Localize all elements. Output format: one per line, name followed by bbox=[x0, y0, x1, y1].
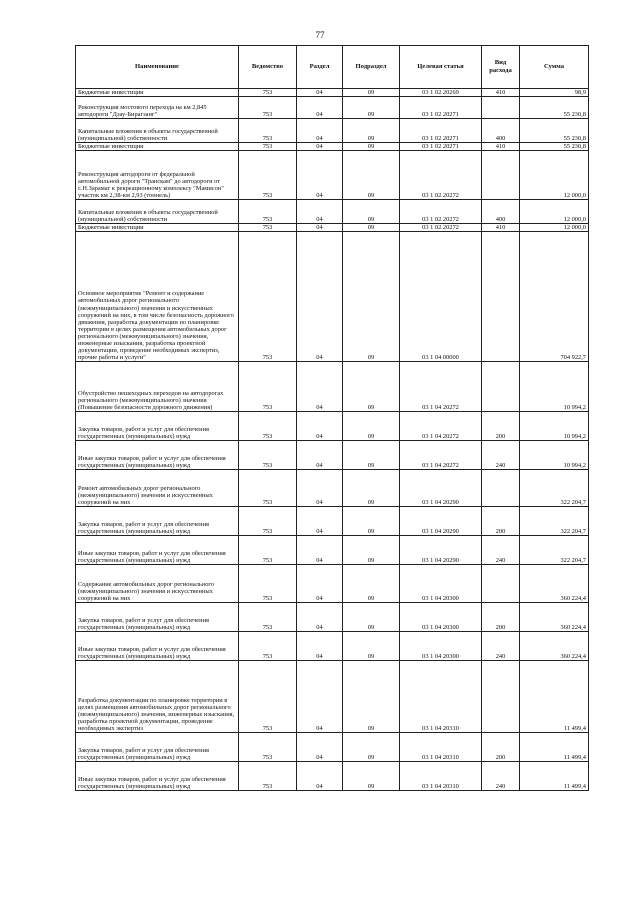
table-row bbox=[76, 143, 589, 151]
cell-target-article: 03 1 04 00000 bbox=[400, 232, 482, 362]
header-department: Ведомство bbox=[239, 46, 297, 89]
cell-name: Капитальные вложения в объекты государственной (муниципальной) собственности bbox=[76, 119, 239, 143]
cell-target-article: 03 1 02 20271 bbox=[400, 119, 482, 143]
cell-amount: 12 000,0 bbox=[520, 200, 589, 224]
cell-section: 04 bbox=[297, 762, 343, 791]
cell-department: 753 bbox=[239, 470, 297, 507]
cell-subsection: 09 bbox=[343, 632, 400, 661]
cell-amount: 55 230,8 bbox=[520, 143, 589, 151]
cell-subsection: 09 bbox=[343, 507, 400, 536]
cell-department: 753 bbox=[239, 143, 297, 151]
cell-expense-type: 200 bbox=[482, 507, 520, 536]
table-row bbox=[76, 661, 589, 733]
cell-amount: 12 000,0 bbox=[520, 224, 589, 232]
cell-name: Иные закупки товаров, работ и услуг для обеспечения государственных (муниципальных) нужд bbox=[76, 762, 239, 791]
cell-amount: 360 224,4 bbox=[520, 632, 589, 661]
cell-department: 753 bbox=[239, 412, 297, 441]
cell-department: 753 bbox=[239, 733, 297, 762]
cell-department: 753 bbox=[239, 441, 297, 470]
cell-amount: 12 000,0 bbox=[520, 151, 589, 200]
cell-section: 04 bbox=[297, 143, 343, 151]
cell-department: 753 bbox=[239, 119, 297, 143]
cell-section: 04 bbox=[297, 661, 343, 733]
cell-subsection: 09 bbox=[343, 232, 400, 362]
page-number: 77 bbox=[315, 30, 325, 40]
cell-expense-type bbox=[482, 362, 520, 412]
cell-expense-type: 410 bbox=[482, 143, 520, 151]
table-row bbox=[76, 200, 589, 224]
cell-name: Закупка товаров, работ и услуг для обеспечения государственных (муниципальных) нужд bbox=[76, 507, 239, 536]
cell-section: 04 bbox=[297, 362, 343, 412]
table-row bbox=[76, 224, 589, 232]
cell-amount: 11 499,4 bbox=[520, 661, 589, 733]
cell-subsection: 09 bbox=[343, 565, 400, 603]
table-row bbox=[76, 470, 589, 507]
cell-target-article: 03 1 04 20272 bbox=[400, 441, 482, 470]
cell-name: Иные закупки товаров, работ и услуг для обеспечения государственных (муниципальных) нужд bbox=[76, 632, 239, 661]
cell-target-article: 03 1 02 20271 bbox=[400, 97, 482, 119]
table-row bbox=[76, 536, 589, 565]
cell-subsection: 09 bbox=[343, 661, 400, 733]
cell-amount: 10 994,2 bbox=[520, 362, 589, 412]
cell-expense-type bbox=[482, 661, 520, 733]
cell-subsection: 09 bbox=[343, 97, 400, 119]
cell-amount: 322 204,7 bbox=[520, 536, 589, 565]
cell-amount: 10 994,2 bbox=[520, 441, 589, 470]
cell-section: 04 bbox=[297, 232, 343, 362]
cell-name: Бюджетные инвестиции bbox=[76, 89, 239, 97]
cell-amount: 360 224,4 bbox=[520, 603, 589, 632]
table-row bbox=[76, 97, 589, 119]
cell-amount: 360 224,4 bbox=[520, 565, 589, 603]
cell-target-article: 03 1 04 20300 bbox=[400, 603, 482, 632]
header-name: Наименование bbox=[76, 46, 239, 89]
cell-expense-type: 240 bbox=[482, 762, 520, 791]
cell-name: Закупка товаров, работ и услуг для обеспечения государственных (муниципальных) нужд bbox=[76, 603, 239, 632]
cell-name: Реконструкция мостового перехода на км 2,845 автодороги "Дзау-Бирагзанг" bbox=[76, 97, 239, 119]
cell-section: 04 bbox=[297, 565, 343, 603]
cell-expense-type: 410 bbox=[482, 89, 520, 97]
cell-section: 04 bbox=[297, 119, 343, 143]
cell-target-article: 03 1 04 20310 bbox=[400, 762, 482, 791]
table-body bbox=[76, 89, 589, 791]
table-row bbox=[76, 412, 589, 441]
cell-target-article: 03 1 04 20300 bbox=[400, 632, 482, 661]
cell-section: 04 bbox=[297, 507, 343, 536]
cell-department: 753 bbox=[239, 603, 297, 632]
cell-amount: 322 204,7 bbox=[520, 507, 589, 536]
cell-subsection: 09 bbox=[343, 89, 400, 97]
cell-subsection: 09 bbox=[343, 536, 400, 565]
cell-target-article: 03 1 04 20290 bbox=[400, 507, 482, 536]
cell-target-article: 03 1 04 20272 bbox=[400, 412, 482, 441]
cell-target-article: 03 1 02 20272 bbox=[400, 151, 482, 200]
table-row bbox=[76, 362, 589, 412]
cell-department: 753 bbox=[239, 661, 297, 733]
cell-name: Реконструкция автодороги от федеральной автомобильной дороги "Транскам" до автодороги от с.Н.Зарамаг к рекреационному комплексу "Мамисон" участок км 2,38-км 2,93 (тоннель) bbox=[76, 151, 239, 200]
cell-target-article: 03 1 02 20272 bbox=[400, 200, 482, 224]
cell-name: Закупка товаров, работ и услуг для обеспечения государственных (муниципальных) нужд bbox=[76, 733, 239, 762]
cell-department: 753 bbox=[239, 507, 297, 536]
cell-expense-type bbox=[482, 232, 520, 362]
cell-subsection: 09 bbox=[343, 441, 400, 470]
header-section: Раздел bbox=[297, 46, 343, 89]
cell-section: 04 bbox=[297, 89, 343, 97]
cell-name: Иные закупки товаров, работ и услуг для обеспечения государственных (муниципальных) нужд bbox=[76, 441, 239, 470]
cell-expense-type bbox=[482, 97, 520, 119]
cell-amount: 704 922,7 bbox=[520, 232, 589, 362]
table-row bbox=[76, 441, 589, 470]
cell-department: 753 bbox=[239, 362, 297, 412]
cell-department: 753 bbox=[239, 232, 297, 362]
cell-name: Основное мероприятие "Ремонт и содержание автомобильных дорог регионального (межмуниципального) значения и искусственных сооружений на них, в том числе безопасность дорожного движения, разработка документации по планировке территории в целях размещения автомобильных дорог регионального (межмуниципального) значения, инженерные изыскания, разработка проектной документации, проведение необходимых экспертиз, прочие работы и услуги" bbox=[76, 232, 239, 362]
table-row bbox=[76, 151, 589, 200]
table-row bbox=[76, 232, 589, 362]
cell-subsection: 09 bbox=[343, 362, 400, 412]
table-row bbox=[76, 89, 589, 97]
cell-department: 753 bbox=[239, 89, 297, 97]
cell-section: 04 bbox=[297, 441, 343, 470]
cell-name: Иные закупки товаров, работ и услуг для обеспечения государственных (муниципальных) нужд bbox=[76, 536, 239, 565]
cell-amount: 55 230,8 bbox=[520, 119, 589, 143]
cell-amount: 98,9 bbox=[520, 89, 589, 97]
cell-department: 753 bbox=[239, 224, 297, 232]
cell-section: 04 bbox=[297, 97, 343, 119]
cell-subsection: 09 bbox=[343, 119, 400, 143]
budget-table bbox=[75, 45, 589, 791]
cell-target-article: 03 1 04 20290 bbox=[400, 470, 482, 507]
header-target-article: Целевая статья bbox=[400, 46, 482, 89]
table-row bbox=[76, 733, 589, 762]
table-row bbox=[76, 632, 589, 661]
cell-department: 753 bbox=[239, 200, 297, 224]
header-amount: Сумма bbox=[520, 46, 589, 89]
cell-target-article: 03 1 04 20310 bbox=[400, 733, 482, 762]
cell-name: Ремонт автомобильных дорог регионального (межмуниципального) значения и искусственных сооружений на них bbox=[76, 470, 239, 507]
cell-name: Бюджетные инвестиции bbox=[76, 143, 239, 151]
cell-department: 753 bbox=[239, 565, 297, 603]
cell-department: 753 bbox=[239, 151, 297, 200]
cell-amount: 10 994,2 bbox=[520, 412, 589, 441]
cell-amount: 11 499,4 bbox=[520, 762, 589, 791]
cell-subsection: 09 bbox=[343, 733, 400, 762]
cell-expense-type: 400 bbox=[482, 119, 520, 143]
cell-name: Бюджетные инвестиции bbox=[76, 224, 239, 232]
cell-expense-type: 200 bbox=[482, 412, 520, 441]
cell-expense-type: 410 bbox=[482, 224, 520, 232]
cell-amount: 11 499,4 bbox=[520, 733, 589, 762]
cell-subsection: 09 bbox=[343, 470, 400, 507]
cell-expense-type: 200 bbox=[482, 733, 520, 762]
table-row bbox=[76, 507, 589, 536]
cell-expense-type bbox=[482, 151, 520, 200]
cell-expense-type: 240 bbox=[482, 441, 520, 470]
header-expense-type: Вид расхода bbox=[482, 46, 520, 89]
cell-expense-type: 240 bbox=[482, 536, 520, 565]
cell-section: 04 bbox=[297, 536, 343, 565]
cell-subsection: 09 bbox=[343, 224, 400, 232]
table-row bbox=[76, 762, 589, 791]
cell-subsection: 09 bbox=[343, 412, 400, 441]
table-row bbox=[76, 119, 589, 143]
cell-subsection: 09 bbox=[343, 151, 400, 200]
cell-section: 04 bbox=[297, 733, 343, 762]
cell-section: 04 bbox=[297, 603, 343, 632]
cell-section: 04 bbox=[297, 632, 343, 661]
cell-expense-type: 400 bbox=[482, 200, 520, 224]
cell-department: 753 bbox=[239, 97, 297, 119]
cell-name: Закупка товаров, работ и услуг для обеспечения государственных (муниципальных) нужд bbox=[76, 412, 239, 441]
cell-section: 04 bbox=[297, 224, 343, 232]
cell-name: Обустройство пешеходных переходов на автодорогах регионального (межмуниципального) значения (Повышение безопасности дорожного движения) bbox=[76, 362, 239, 412]
cell-subsection: 09 bbox=[343, 200, 400, 224]
cell-name: Капитальные вложения в объекты государственной (муниципальной) собственности bbox=[76, 200, 239, 224]
cell-subsection: 09 bbox=[343, 762, 400, 791]
header-subsection: Подраздел bbox=[343, 46, 400, 89]
cell-expense-type: 240 bbox=[482, 632, 520, 661]
cell-amount: 322 204,7 bbox=[520, 470, 589, 507]
cell-name: Содержание автомобильных дорог регионального (межмуниципального) значения и искусственных сооружений на них bbox=[76, 565, 239, 603]
cell-expense-type: 200 bbox=[482, 603, 520, 632]
cell-amount: 55 230,8 bbox=[520, 97, 589, 119]
cell-department: 753 bbox=[239, 762, 297, 791]
cell-target-article: 03 1 02 20271 bbox=[400, 143, 482, 151]
table-row bbox=[76, 603, 589, 632]
cell-section: 04 bbox=[297, 470, 343, 507]
header-row bbox=[76, 46, 589, 89]
cell-section: 04 bbox=[297, 412, 343, 441]
cell-expense-type bbox=[482, 565, 520, 603]
cell-department: 753 bbox=[239, 632, 297, 661]
cell-subsection: 09 bbox=[343, 603, 400, 632]
cell-target-article: 03 1 02 20269 bbox=[400, 89, 482, 97]
cell-department: 753 bbox=[239, 536, 297, 565]
cell-expense-type bbox=[482, 470, 520, 507]
cell-section: 04 bbox=[297, 200, 343, 224]
cell-target-article: 03 1 04 20272 bbox=[400, 362, 482, 412]
cell-name: Разработка документации по планировке территории в целях размещения автомобильных дорог регионального (межмуниципального) значения, инженерные изыскания, разработка проектной документации, проведение необходимых экспертиз bbox=[76, 661, 239, 733]
cell-target-article: 03 1 04 20290 bbox=[400, 536, 482, 565]
cell-target-article: 03 1 04 20300 bbox=[400, 565, 482, 603]
cell-target-article: 03 1 04 20310 bbox=[400, 661, 482, 733]
cell-subsection: 09 bbox=[343, 143, 400, 151]
cell-section: 04 bbox=[297, 151, 343, 200]
cell-target-article: 03 1 02 20272 bbox=[400, 224, 482, 232]
table-row bbox=[76, 565, 589, 603]
